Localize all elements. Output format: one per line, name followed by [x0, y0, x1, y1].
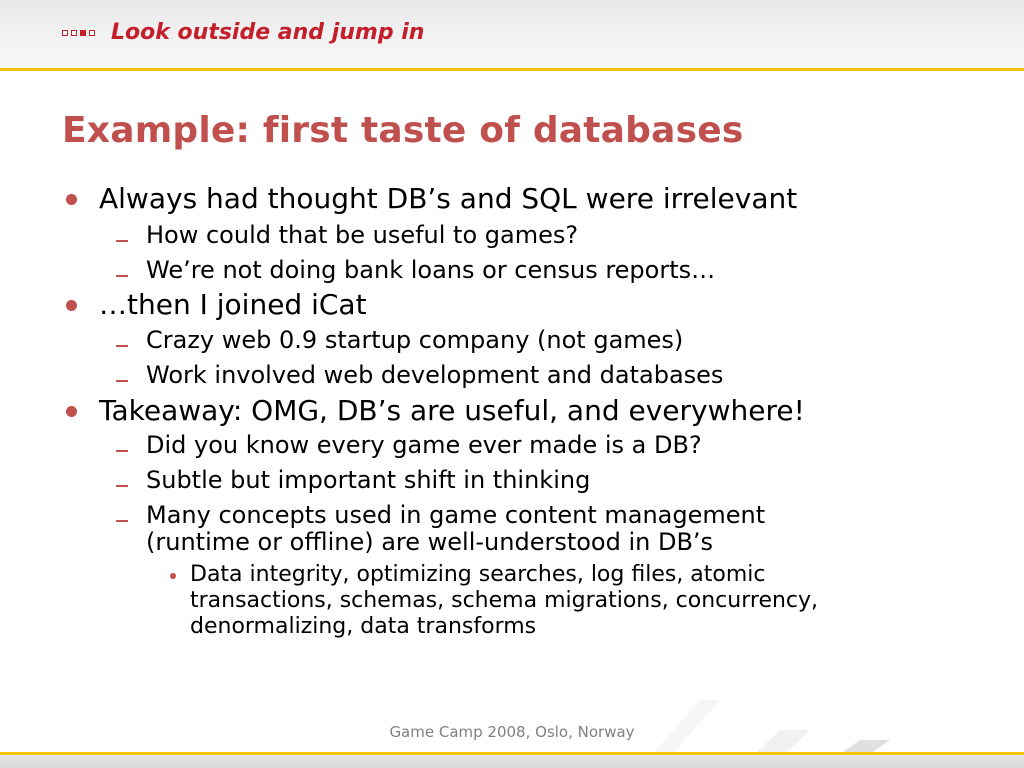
footer-text: Game Camp 2008, Oslo, Norway	[389, 723, 635, 741]
bullet-item: …then I joined iCat	[99, 288, 367, 321]
dash-bullet-icon	[116, 485, 128, 487]
sub-sub-bullet-item: Data integrity, optimizing searches, log files, atomic	[190, 562, 766, 587]
bullet-dot-icon	[66, 406, 77, 417]
bullet-item: Always had thought DB’s and SQL were irrelevant	[99, 182, 798, 215]
sub-bullet-item-continued: (runtime or offline) are well-understood in DB’s	[146, 528, 714, 556]
bullet-dot-icon	[66, 194, 77, 205]
sub-bullet-item: Crazy web 0.9 startup company (not games)	[146, 326, 684, 354]
header-rule	[0, 68, 1024, 71]
sub-bullet-item: How could that be useful to games?	[146, 221, 579, 249]
four-squares-icon	[62, 30, 95, 36]
header-title: Look outside and jump in	[111, 20, 425, 45]
dash-bullet-icon	[116, 520, 128, 522]
footer-rule	[0, 752, 1024, 755]
dash-bullet-icon	[116, 345, 128, 347]
small-dot-bullet-icon	[170, 573, 176, 579]
dash-bullet-icon	[116, 450, 128, 452]
footer-band	[0, 755, 1024, 768]
sub-bullet-item: Many concepts used in game content management	[146, 501, 766, 529]
bullet-item: Takeaway: OMG, DB’s are useful, and everywhere!	[99, 394, 805, 427]
dash-bullet-icon	[116, 275, 128, 277]
sub-sub-bullet-item-continued: transactions, schemas, schema migrations, concurrency,	[190, 588, 819, 613]
sub-bullet-item: Did you know every game ever made is a DB?	[146, 431, 702, 459]
dash-bullet-icon	[116, 240, 128, 242]
slide-title: Example: first taste of databases	[62, 110, 744, 151]
sub-sub-bullet-item-continued: denormalizing, data transforms	[190, 614, 537, 639]
sub-bullet-item: Subtle but important shift in thinking	[146, 466, 591, 494]
sub-bullet-item: Work involved web development and databases	[146, 361, 724, 389]
sub-bullet-item: We’re not doing bank loans or census reports…	[146, 256, 716, 284]
dash-bullet-icon	[116, 380, 128, 382]
bullet-dot-icon	[66, 300, 77, 311]
